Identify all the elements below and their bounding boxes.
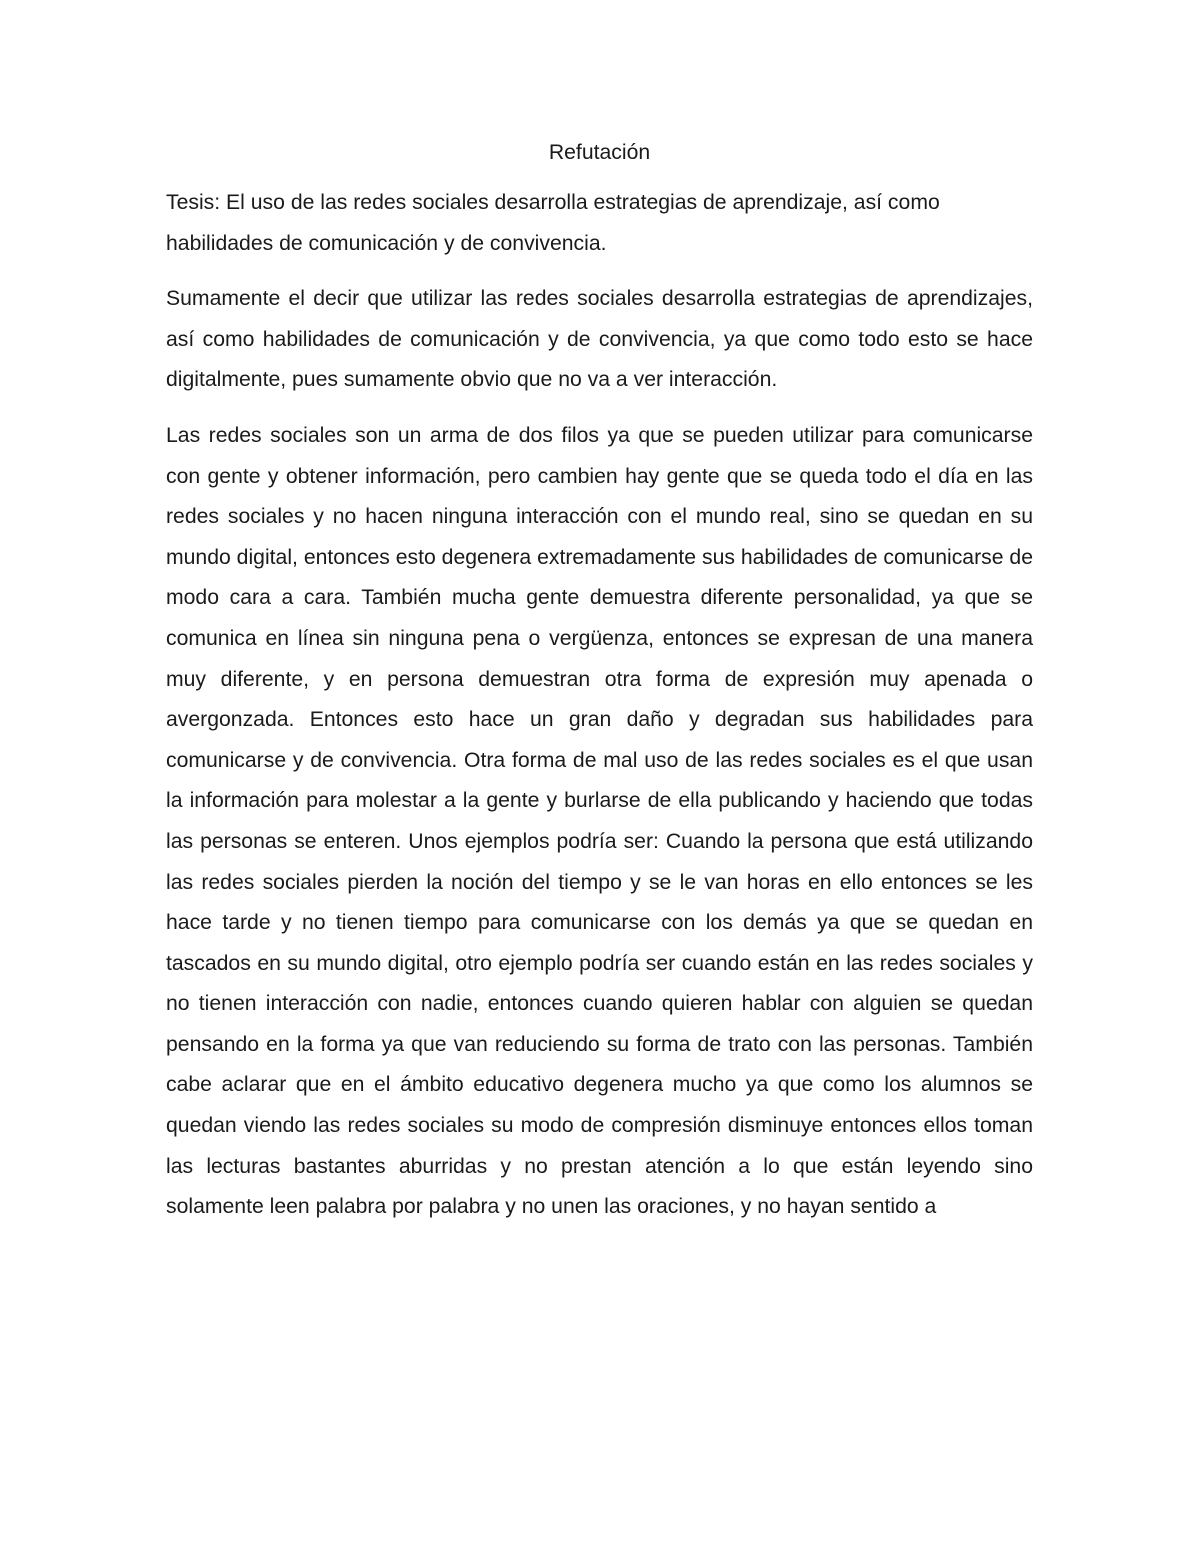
- document-title: Refutación: [548, 141, 651, 164]
- body-paragraph: Sumamente el decir que utilizar las redes sociales desarrolla estrategias de aprendizajes, así como habilidades de comunicación y de convivencia, ya que como todo esto se hace digitalmente, pues sumamente obvio que no va a ver interacción.: [166, 287, 1033, 392]
- body-paragraph: Las redes sociales son un arma de dos filos ya que se pueden utilizar para comunicarse con gente y obtener información, pero cambien hay gente que se queda todo el día en las redes sociales y no hacen ninguna interacción con el mundo real, sino se quedan en su mundo digital, entonces esto degenera extremadamente sus habilidades de comunicarse de modo cara a cara. También mucha gente demuestra diferente personalidad, ya que se comunica en línea sin ninguna pena o vergüenza, entonces se expresan de una manera muy diferente, y en persona demuestran otra forma de expresión muy apenada o avergonzada. Entonces esto hace un gran daño y degradan sus habilidades para comunicarse y de convivencia. Otra forma de mal uso de las redes sociales es el que usan la información para molestar a la gente y burlarse de ella publicando y haciendo que todas las personas se enteren. Unos ejemplos podría ser: Cuando la persona que está utilizando las redes sociales pierden la noción del tiempo y se le van horas en ello entonces se les hace tarde y no tienen tiempo para comunicarse con los demás ya que se quedan en tascados en su mundo digital, otro ejemplo podría ser cuando están en las redes sociales y no tienen interacción con nadie, entonces cuando quieren hablar con alguien se quedan pensando en la forma ya que van reduciendo su forma de trato con las personas. También cabe aclarar que en el ámbito educativo degenera mucho ya que como los alumnos se quedan viendo las redes sociales su modo de compresión disminuye entonces ellos toman las lecturas bastantes aburridas y no prestan atención a lo que están leyendo sino solamente leen palabra por palabra y no unen las oraciones, y no hayan sentido a: [166, 423, 1033, 1219]
- thesis-paragraph: Tesis: El uso de las redes sociales desarrolla estrategias de aprendizaje, así como habilidades de comunicación y de convivencia.: [166, 191, 940, 255]
- document-body: [166, 137, 1033, 1243]
